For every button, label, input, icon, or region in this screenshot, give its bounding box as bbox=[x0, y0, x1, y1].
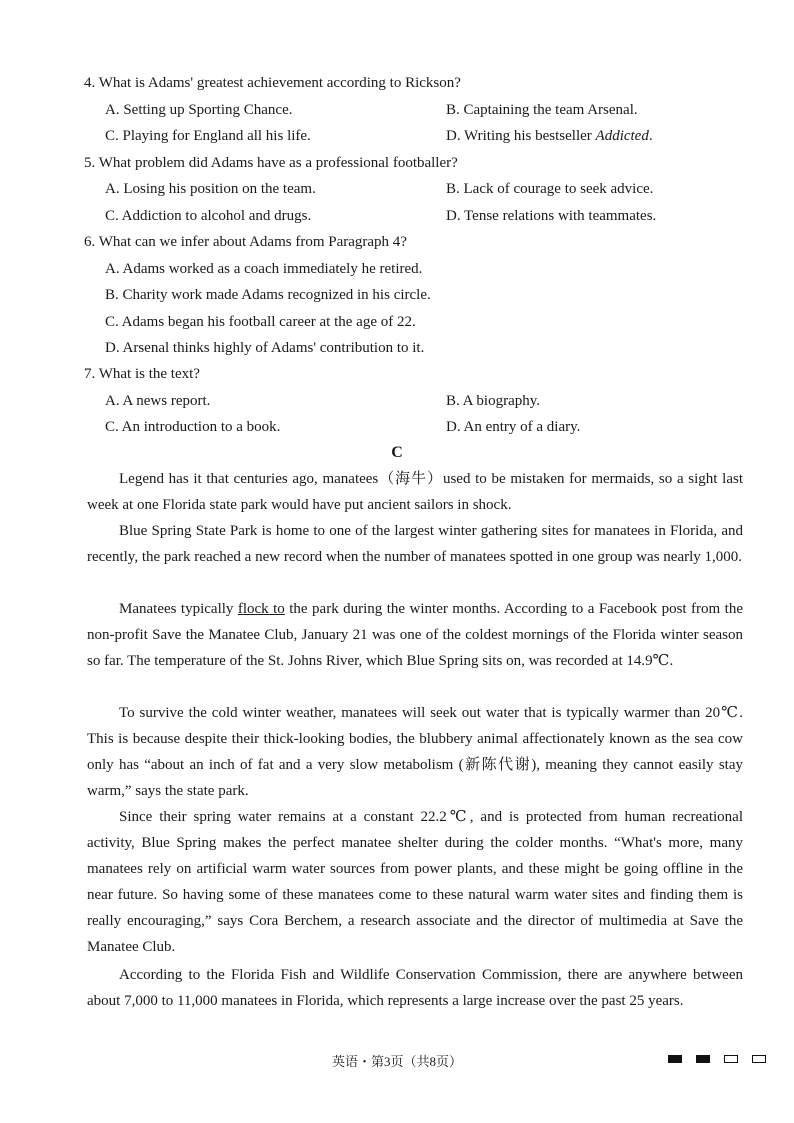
question-5-stem: 5. What problem did Adams have as a professional footballer? bbox=[84, 155, 458, 171]
passage-paragraph-6: According to the Florida Fish and Wildlife Conservation Commission, there are anywhere between about 7,000 to 11,000 manatees in Florida, which represents a large increase over the past 25 years. bbox=[87, 967, 743, 1009]
question-7-option-c: C. An introduction to a book. bbox=[105, 419, 281, 435]
footer-mark bbox=[752, 1055, 766, 1063]
underlined-phrase: flock to bbox=[237, 601, 285, 617]
question-5-option-d: D. Tense relations with teammates. bbox=[446, 208, 657, 224]
section-heading: C bbox=[391, 444, 403, 461]
passage-paragraph-4: To survive the cold winter weather, manatees will seek out water that is typically warmer than 20℃. This is because despite their thick-looking bodies, the blubbery animal affectionately known as the sea cow only has “about an inch of fat and a very slow metabolism (新陈代谢), meaning they cannot easily stay warm,” says the state park. bbox=[87, 705, 743, 799]
book-title: Addicted bbox=[595, 128, 649, 144]
question-7-option-d: D. An entry of a diary. bbox=[446, 419, 581, 435]
question-6-option-c: C. Adams began his football career at the age of 22. bbox=[105, 314, 416, 330]
question-4-option-b: B. Captaining the team Arsenal. bbox=[446, 102, 638, 118]
question-4-option-d bbox=[446, 127, 653, 145]
question-7-option-b: B. A biography. bbox=[446, 393, 541, 409]
passage-paragraph-2: Blue Spring State Park is home to one of the largest winter gathering sites for manatees in Florida, and recently, the park reached a new record when the number of manatees spotted in one group was nearly 1,000. bbox=[87, 523, 743, 565]
question-7-stem: 7. What is the text? bbox=[84, 366, 200, 382]
option-d-period: . bbox=[648, 128, 653, 144]
question-5-option-c: C. Addiction to alcohol and drugs. bbox=[105, 208, 312, 224]
option-d-text: D. Writing his bestseller bbox=[446, 128, 596, 144]
question-5-option-b: B. Lack of courage to seek advice. bbox=[446, 181, 654, 197]
question-4-stem: 4. What is Adams' greatest achievement according to Rickson? bbox=[84, 75, 461, 91]
question-7-option-a: A. A news report. bbox=[105, 393, 211, 409]
page-footer: 英语・第3页（共8页） bbox=[331, 1054, 462, 1069]
footer-mark bbox=[724, 1055, 738, 1063]
passage-paragraph-5: Since their spring water remains at a constant 22.2℃, and is protected from human recreational activity, Blue Spring makes the perfect manatee shelter during the colder months. “What's more, many manatees rely on artificial warm water sources from power plants, and these might be going offline in the near future. So having some of these manatees come to these natural warm water sites and finding them is really encouraging,” says Cora Berchem, a research associate and the director of multimedia at Save the Manatee Club. bbox=[87, 809, 743, 955]
passage-paragraph-1: Legend has it that centuries ago, manatees（海牛）used to be mistaken for mermaids, so a sight last week at one Florida state park would have put ancient sailors in shock. bbox=[87, 471, 743, 513]
question-6-option-a: A. Adams worked as a coach immediately he retired. bbox=[105, 261, 423, 277]
question-6-option-d: D. Arsenal thinks highly of Adams' contribution to it. bbox=[105, 340, 425, 356]
question-6-option-b: B. Charity work made Adams recognized in his circle. bbox=[105, 287, 431, 303]
paragraph-3-rest: the park during the winter months. According to a Facebook post from the non-profit Save the Manatee Club, January 21 was one of the coldest mornings of the Florida winter season so far. The temperature of the St. Johns River, which Blue Spring sits on, was recorded at 14.9℃. bbox=[87, 601, 743, 669]
question-4-option-a: A. Setting up Sporting Chance. bbox=[105, 102, 293, 118]
footer-marks bbox=[668, 1055, 766, 1063]
question-5-option-a: A. Losing his position on the team. bbox=[105, 181, 316, 197]
footer-mark bbox=[668, 1055, 682, 1063]
question-4-option-c: C. Playing for England all his life. bbox=[105, 128, 311, 144]
footer-mark bbox=[696, 1055, 710, 1063]
question-6-stem: 6. What can we infer about Adams from Paragraph 4? bbox=[84, 234, 407, 250]
paragraph-3-lead: Manatees typically bbox=[119, 601, 238, 617]
passage-paragraph-3 bbox=[87, 596, 743, 674]
